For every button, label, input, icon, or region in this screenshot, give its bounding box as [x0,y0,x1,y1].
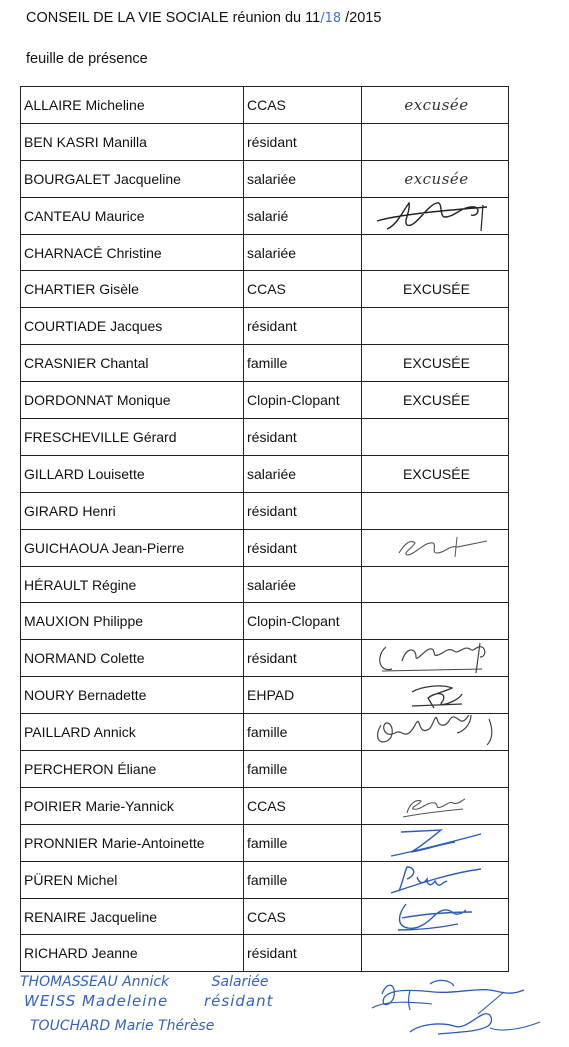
member-name: GIRARD Henri [21,492,244,529]
signature-cell [362,935,509,972]
member-role: famille [244,345,362,382]
member-role: salariée [244,234,362,271]
handwritten-signature [365,863,508,897]
table-row [21,271,509,308]
member-name: RICHARD Jeanne [21,935,244,972]
handwritten-signature [365,791,508,821]
title-handwritten-month: /18 [320,11,342,26]
member-name: NOURY Bernadette [21,677,244,714]
signature-cell [362,824,509,861]
table-row [21,123,509,160]
signature-cell [362,751,509,788]
handwritten-signature [365,678,508,712]
member-name: PAILLARD Annick [21,714,244,751]
member-name: HÉRAULT Régine [21,566,244,603]
signature-cell [362,787,509,824]
excused-handwritten: excusée [404,169,469,188]
signature-cell [362,197,509,234]
table-row [21,160,509,197]
member-role: Clopin-Clopant [244,603,362,640]
handwritten-entry [30,1018,214,1034]
member-role: salariée [244,455,362,492]
excused-handwritten: excusée [404,95,469,114]
table-row [21,935,509,972]
member-role: résidant [244,640,362,677]
handwritten-signature [365,826,508,860]
member-name: BEN KASRI Manilla [21,123,244,160]
signature-thomasseau [370,974,550,1042]
signature-cell [362,308,509,345]
table-row [21,308,509,345]
member-role: résidant [244,308,362,345]
handwritten-signature [365,900,508,934]
page-title [26,10,381,26]
member-role: salarié [244,197,362,234]
signature-cell [362,677,509,714]
member-name: COURTIADE Jacques [21,308,244,345]
handwritten-role: Salariée [211,974,269,990]
signature-cell [362,123,509,160]
member-name: RENAIRE Jacqueline [21,898,244,935]
handwritten-signature [365,715,508,749]
handwritten-additions [0,970,569,1043]
signature-cell [362,492,509,529]
handwritten-signature [365,199,508,233]
member-name: PERCHERON Éliane [21,751,244,788]
attendance-table [20,86,509,972]
member-name: BOURGALET Jacqueline [21,160,244,197]
table-row [21,529,509,566]
member-name: PRONNIER Marie-Antoinette [21,824,244,861]
member-role: famille [244,824,362,861]
signature-cell [362,529,509,566]
signature-cell [362,160,509,197]
signature-cell [362,861,509,898]
member-role: EHPAD [244,677,362,714]
member-name: GUICHAOUA Jean-Pierre [21,529,244,566]
title-prefix: CONSEIL DE LA VIE SOCIALE réunion du 11 [26,10,321,26]
member-name: ALLAIRE Micheline [21,87,244,124]
table-row [21,566,509,603]
table-row [21,382,509,419]
member-role: résidant [244,123,362,160]
table-row [21,824,509,861]
signature-cell [362,455,509,492]
handwritten-additions-signatures [370,974,550,1047]
member-name: FRESCHEVILLE Gérard [21,419,244,456]
handwritten-signature [365,641,508,675]
signature-cell [362,898,509,935]
table-row [21,345,509,382]
member-role: CCAS [244,87,362,124]
table-row [21,640,509,677]
member-role: résidant [244,419,362,456]
handwritten-entry [24,992,273,1010]
member-name: POIRIER Marie-Yannick [21,787,244,824]
handwritten-name: TOUCHARD Marie Thérèse [30,1018,215,1034]
signature-cell [362,566,509,603]
excused-label: EXCUSÉE [403,281,470,298]
table-row [21,677,509,714]
table-row [21,603,509,640]
table-row [21,197,509,234]
table-row [21,492,509,529]
signature-cell [362,271,509,308]
signature-cell [362,640,509,677]
handwritten-signature [365,533,508,563]
handwritten-entry [20,974,268,990]
table-row [21,714,509,751]
member-role: famille [244,751,362,788]
table-row [21,751,509,788]
title-suffix: /2015 [341,10,382,26]
signature-cell [362,603,509,640]
member-name: GILLARD Louisette [21,455,244,492]
member-role: résidant [244,935,362,972]
table-row [21,455,509,492]
excused-label: EXCUSÉE [403,392,470,409]
member-role: Clopin-Clopant [244,382,362,419]
member-name: CHARNACÉ Christine [21,234,244,271]
page-subtitle: feuille de présence [26,51,148,67]
table-row [21,419,509,456]
member-role: salariée [244,566,362,603]
excused-label: EXCUSÉE [403,465,470,482]
signature-cell [362,234,509,271]
signature-cell [362,382,509,419]
member-role: résidant [244,529,362,566]
member-role: résidant [244,492,362,529]
member-name: CRASNIER Chantal [21,345,244,382]
member-role: CCAS [244,898,362,935]
excused-label: EXCUSÉE [403,355,470,372]
member-name: PÜREN Michel [21,861,244,898]
signature-cell [362,345,509,382]
member-name: CHARTIER Gisèle [21,271,244,308]
handwritten-name: WEISS Madeleine [24,992,169,1010]
handwritten-role: résidant [203,992,274,1010]
table-row [21,787,509,824]
member-role: CCAS [244,787,362,824]
signature-cell [362,87,509,124]
member-name: CANTEAU Maurice [21,197,244,234]
handwritten-name: THOMASSEAU Annick [20,974,170,990]
member-role: CCAS [244,271,362,308]
member-name: NORMAND Colette [21,640,244,677]
table-row [21,861,509,898]
member-name: MAUXION Philippe [21,603,244,640]
signature-cell [362,714,509,751]
member-role: salariée [244,160,362,197]
member-role: famille [244,714,362,751]
table-row [21,234,509,271]
table-row [21,898,509,935]
member-name: DORDONNAT Monique [21,382,244,419]
signature-cell [362,419,509,456]
table-row [21,87,509,124]
member-role: famille [244,861,362,898]
